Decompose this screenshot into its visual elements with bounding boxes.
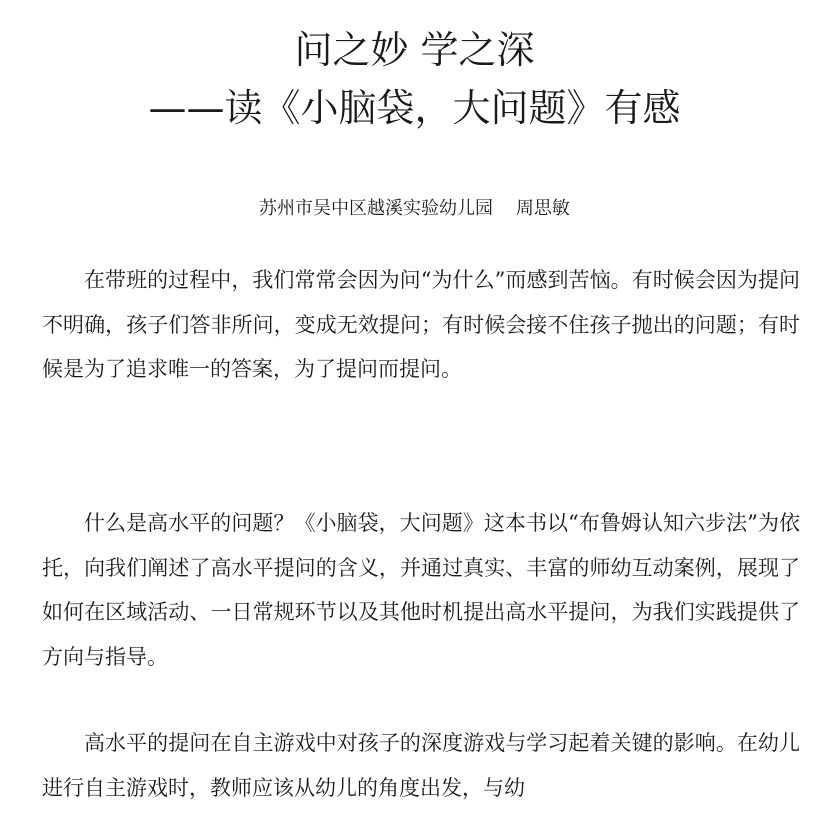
document-title-line2: ——读《小脑袋，大问题》有感 — [148, 86, 681, 130]
document-title-line1: 问之妙 学之深 — [294, 28, 535, 72]
paragraph-2: 什么是高水平的问题？《小脑袋，大问题》这本书以“布鲁姆认知六步法”为依托，向我们阐述了高水平提问的含义，并通过真实、丰富的师幼互动案例，展现了如何在区域活动、一日常规环节以及其他时机提出高水平提问，为我们实践提供了方向与指导。 — [42, 511, 800, 669]
paragraph-3: 高水平的提问在自主游戏中对孩子的深度游戏与学习起着关键的影响。在幼儿进行自主游戏时，教师应该从幼儿的角度出发，与幼 — [42, 731, 800, 800]
paragraph-1: 在带班的过程中，我们常常会因为问“为什么”而感到苦恼。有时候会因为提问不明确，孩子们答非所问，变成无效提问；有时候会接不住孩子抛出的问题；有时候是为了追求唯一的答案，为了提问而提问。 — [42, 268, 800, 381]
author-byline: 苏州市吴中区越溪实验幼儿园 周思敏 — [259, 198, 570, 219]
